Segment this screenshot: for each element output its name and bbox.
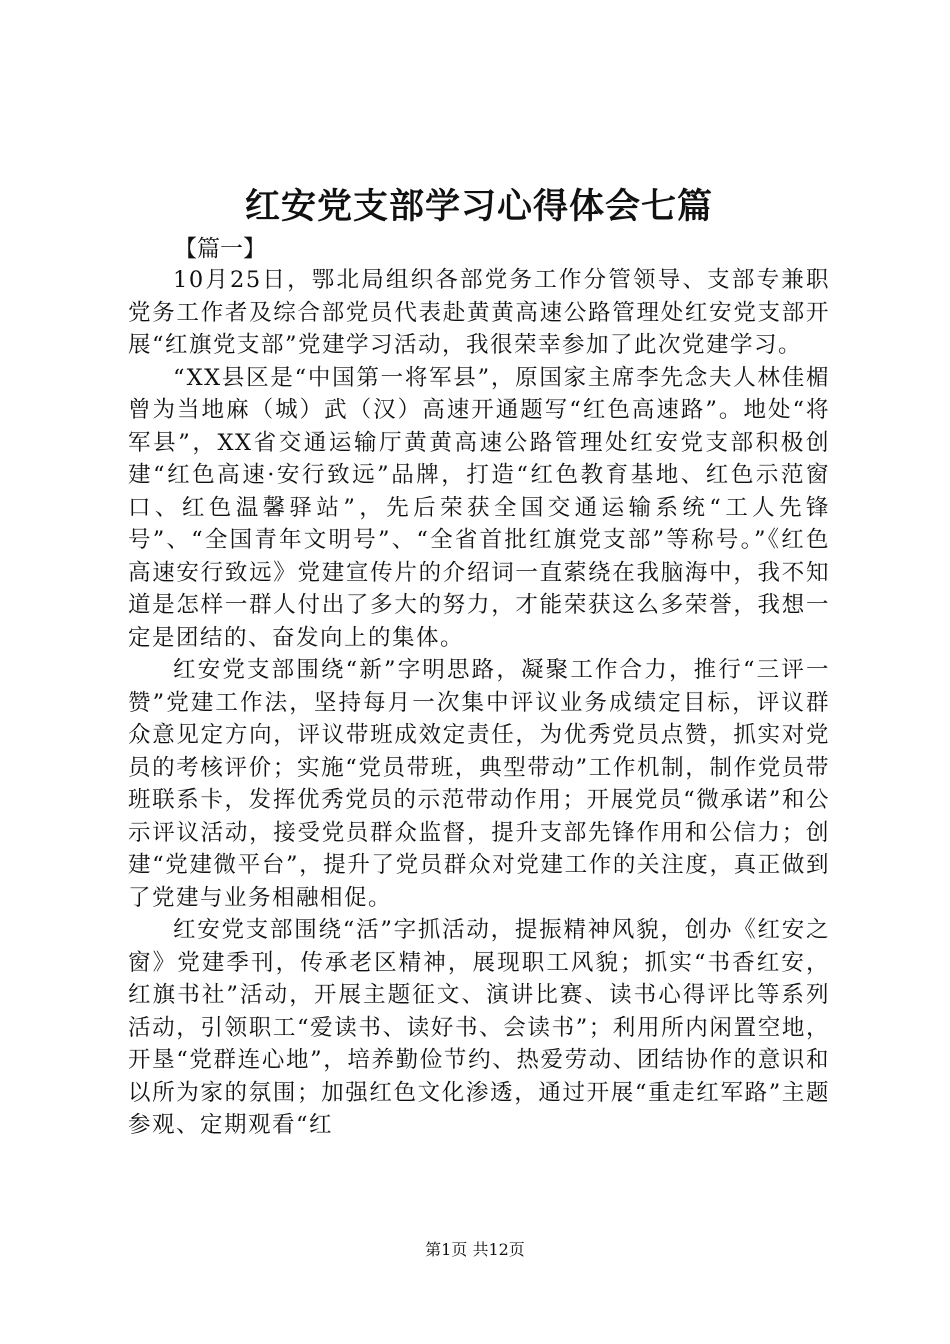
paragraph-2: “XX县区是“中国第一将军县”，原国家主席李先念夫人林佳楣曾为当地麻（城）武（汉）高速开通题写“红色高速路”。地处“将军县”，XX省交通运输厅黄黄高速公路管理处红安党支部积极创建“红色高速·安行致远”品牌，打造“红色教育基地、红色示范窗口、红色温馨驿站”，先后荣获全国交通运输系统“工人先锋号”、“全国青年文明号”、“全省首批红旗党支部”等称号。”《红色高速安行致远》党建宣传片的介绍词一直萦绕在我脑海中，我不知道是怎样一群人付出了多大的努力，才能荣获这么多荣誉，我想一定是团结的、奋发向上的集体。 [128,364,830,651]
section-heading: 【篇一】 [174,236,266,262]
paragraph-1: 10月25日，鄂北局组织各部党务工作分管领导、支部专兼职党务工作者及综合部党员代表赴黄黄高速公路管理处红安党支部开展“红旗党支部”党建学习活动，我很荣幸参加了此次党建学习。 [128,267,830,358]
paragraph-3: 红安党支部围绕“新”字明思路，凝聚工作合力，推行“三评一赞”党建工作法，坚持每月一次集中评议业务成绩定目标，评议群众意见定方向，评议带班成效定责任，为优秀党员点赞，抓实对党员的考核评价；实施“党员带班，典型带动”工作机制，制作党员带班联系卡，发挥优秀党员的示范带动作用；开展党员“微承诺”和公示评议活动，接受党员群众监督，提升支部先锋作用和公信力；创建“党建微平台”，提升了党员群众对党建工作的关注度，真正做到了党建与业务相融相促。 [128,657,830,911]
page-footer: 第1页 共12页 [425,1240,525,1259]
document-page [128,180,830,1142]
document-title: 红安党支部学习心得体会七篇 [244,186,713,227]
paragraph-4: 红安党支部围绕“活”字抓活动，提振精神风貌，创办《红安之窗》党建季刊，传承老区精神，展现职工风貌；抓实“书香红安，红旗书社”活动，开展主题征文、演讲比赛、读书心得评比等系列活动，引领职工“爱读书、读好书、会读书”；利用所内闲置空地，开垦“党群连心地”，培养勤俭节约、热爱劳动、团结协作的意识和以所为家的氛围；加强红色文化渗透，通过开展“重走红军路”主题参观、定期观看“红 [128,917,830,1138]
